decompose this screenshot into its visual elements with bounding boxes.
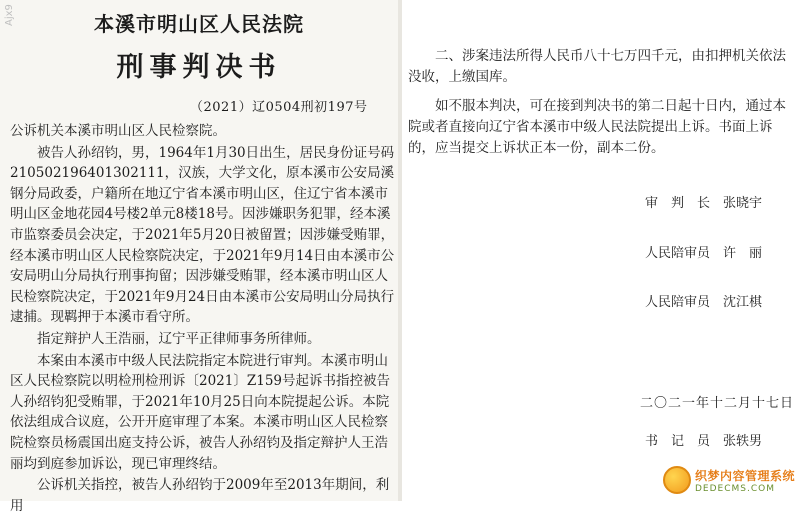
dedecms-logo[interactable] bbox=[663, 463, 795, 497]
right-body-text bbox=[408, 46, 796, 167]
signature-role: 人民陪审员 bbox=[645, 246, 711, 261]
case-number: （2021）辽0504刑初197号 bbox=[190, 100, 368, 115]
signature-name: 许 丽 bbox=[723, 246, 763, 261]
signature-presiding-judge bbox=[645, 192, 762, 211]
edge-watermark: Ajx9 bbox=[4, 4, 15, 26]
court-name: 本溪市明山区人民法院 bbox=[94, 12, 304, 36]
left-body-text bbox=[10, 121, 395, 517]
judgment-date: 二〇二一年十二月十七日 bbox=[640, 396, 795, 411]
signature-juror-1 bbox=[645, 242, 762, 261]
paragraph-accusation: 公诉机关指控，被告人孙绍钧于2009年至2013年期间，利用 bbox=[10, 477, 390, 514]
signature-clerk bbox=[645, 430, 762, 449]
paragraph-confiscation: 二、涉案违法所得人民币八十七万四千元，由扣押机关依法没收，上缴国库。 bbox=[408, 48, 786, 85]
signature-role: 人民陪审员 bbox=[645, 295, 711, 310]
signature-role: 审 判 长 bbox=[645, 196, 711, 211]
paragraph-defendant: 被告人孙绍钧，男，1964年1月30日出生，居民身份证号码210502196401302111，汉族，大学文化，原本溪市公安局溪钢分局政委，户籍所在地辽宁省本溪市明山区，住辽宁省本溪市明山区金地花园4号楼2单元8楼18号。因涉嫌职务犯罪，经本溪市监察委员会决定，于2021年5月20日被留置；因涉嫌受贿罪，经本溪市明山区人民检察院决定，于2021年9月14日由本溪市公安局明山分局执行刑事拘留；因涉嫌受贿罪，经本溪市明山区人民检察院决定，于2021年9月24日由本溪市公安局明山分局执行逮捕。现羁押于本溪市看守所。 bbox=[10, 144, 395, 326]
left-page bbox=[0, 0, 398, 514]
signature-role: 书 记 员 bbox=[645, 434, 711, 449]
logo-icon bbox=[663, 466, 691, 494]
signature-name: 张晓宇 bbox=[723, 196, 763, 211]
logo-text bbox=[695, 467, 795, 494]
paragraph-prosecutor: 公诉机关本溪市明山区人民检察院。 bbox=[10, 123, 226, 139]
logo-cn-text: 织梦内容管理系统 bbox=[695, 468, 796, 483]
signature-name: 张轶男 bbox=[723, 434, 763, 449]
paragraph-appeal: 如不服本判决，可在接到判决书的第二日起十日内，通过本院或者直接向辽宁省本溪市中级人民法院提出上诉。书面上诉的，应当提交上诉状正本一份，副本二份。 bbox=[408, 98, 786, 156]
signature-juror-2 bbox=[645, 291, 762, 310]
paragraph-defender: 指定辩护人王浩丽，辽宁平正律师事务所律师。 bbox=[37, 330, 321, 347]
paragraph-procedure: 本案由本溪市中级人民法院指定本院进行审判。本溪市明山区人民检察院以明检刑检刑诉〔2021〕Z159号起诉书指控被告人孙绍钧犯受贿罪，于2021年10月25日向本院提起公诉。本院依法组成合议庭，公开开庭审理了本案。本溪市明山区人民检察院检察员杨震国出庭支持公诉，被告人孙绍钧及指定辩护人王浩丽均到庭参加诉讼，现已审理终结。 bbox=[10, 352, 391, 472]
document-title: 刑事判决书 bbox=[116, 52, 282, 83]
logo-en-text: DEDECMS.COM bbox=[695, 483, 775, 494]
signature-name: 沈江棋 bbox=[723, 295, 763, 310]
